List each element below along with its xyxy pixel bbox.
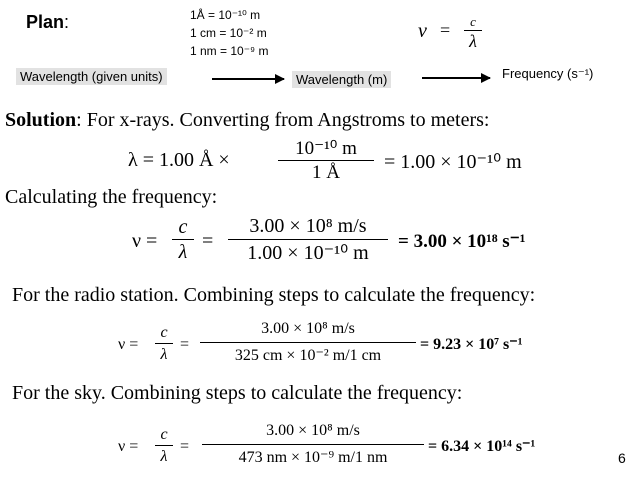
plan-formula-eq: = (440, 20, 451, 40)
eq4-lambda: λ (160, 448, 168, 465)
eq3-c: c (155, 322, 173, 344)
solution-intro: For x-rays. Converting from Angstroms to meters: (81, 109, 490, 131)
eq2-equals: = (202, 230, 214, 252)
plan-label-text: Plan (26, 12, 65, 32)
eq4-denominator: 473 nm × 10⁻⁹ m/1 nm (238, 449, 388, 466)
eq4-equals: = (180, 438, 190, 455)
eq4-c-over-lambda (155, 424, 173, 467)
eq3-numerator: 3.00 × 10⁸ m/s (200, 316, 416, 343)
plan-arrow-2 (422, 77, 490, 79)
plan-formula-den: λ (469, 31, 477, 51)
plan-arrow-1 (212, 78, 284, 80)
calc-frequency-text: Calculating the frequency: (5, 186, 218, 208)
eq2-fraction (228, 213, 388, 266)
plan-label (26, 12, 69, 33)
eq2-lambda: λ (178, 241, 188, 263)
eq2-c-over-lambda (172, 215, 194, 264)
eq1-numerator: 10⁻¹⁰ m (278, 137, 374, 161)
eq3-fraction (200, 316, 416, 369)
eq2-lhs: ν = (132, 230, 158, 252)
eq2-numerator: 3.00 × 10⁸ m/s (228, 213, 388, 240)
eq3-lhs: ν = (118, 336, 139, 353)
eq1-lhs: λ = 1.00 Å × (128, 149, 230, 171)
solution-label: Solution (5, 109, 77, 131)
plan-formula-num: c (464, 14, 482, 31)
eq4-numerator: 3.00 × 10⁸ m/s (202, 418, 424, 445)
eq1-fraction (278, 137, 374, 184)
eq1-rhs: = 1.00 × 10⁻¹⁰ m (384, 151, 522, 173)
conversion-2: 1 cm = 10⁻² m (190, 26, 267, 40)
eq4-c: c (155, 424, 173, 446)
eq1-denominator: 1 Å (312, 162, 340, 183)
eq3-result: = 9.23 × 10⁷ s⁻¹ (420, 336, 523, 353)
eq3-c-over-lambda (155, 322, 173, 365)
eq3-equals: = (180, 336, 190, 353)
radio-intro: For the radio station. Combining steps to calculate the frequency: (12, 284, 536, 306)
eq2-result: = 3.00 × 10¹⁸ s⁻¹ (398, 231, 526, 252)
eq3-denominator: 325 cm × 10⁻² m/1 cm (234, 347, 382, 364)
eq2-denominator: 1.00 × 10⁻¹⁰ m (247, 242, 369, 264)
plan-formula-fraction (464, 14, 482, 51)
conversion-1: 1Å = 10⁻¹⁰ m (190, 8, 261, 22)
eq4-fraction (202, 418, 424, 471)
plan-box-wavelength-given: Wavelength (given units) (16, 68, 167, 85)
solution-line (5, 109, 489, 132)
plan-formula-lhs: ν (418, 20, 427, 42)
eq2-c: c (172, 215, 194, 240)
eq4-lhs: ν = (118, 438, 139, 455)
sky-intro: For the sky. Combining steps to calculate the frequency: (12, 382, 463, 404)
solution-colon: : (76, 109, 82, 131)
eq4-result: = 6.34 × 10¹⁴ s⁻¹ (428, 438, 536, 455)
plan-box-frequency: Frequency (s⁻¹) (502, 66, 594, 81)
page-number: 6 (618, 450, 626, 466)
plan-label-colon: : (64, 12, 70, 32)
plan-box-wavelength-m: Wavelength (m) (292, 71, 391, 88)
eq3-lambda: λ (160, 346, 168, 363)
conversion-3: 1 nm = 10⁻⁹ m (190, 44, 269, 58)
